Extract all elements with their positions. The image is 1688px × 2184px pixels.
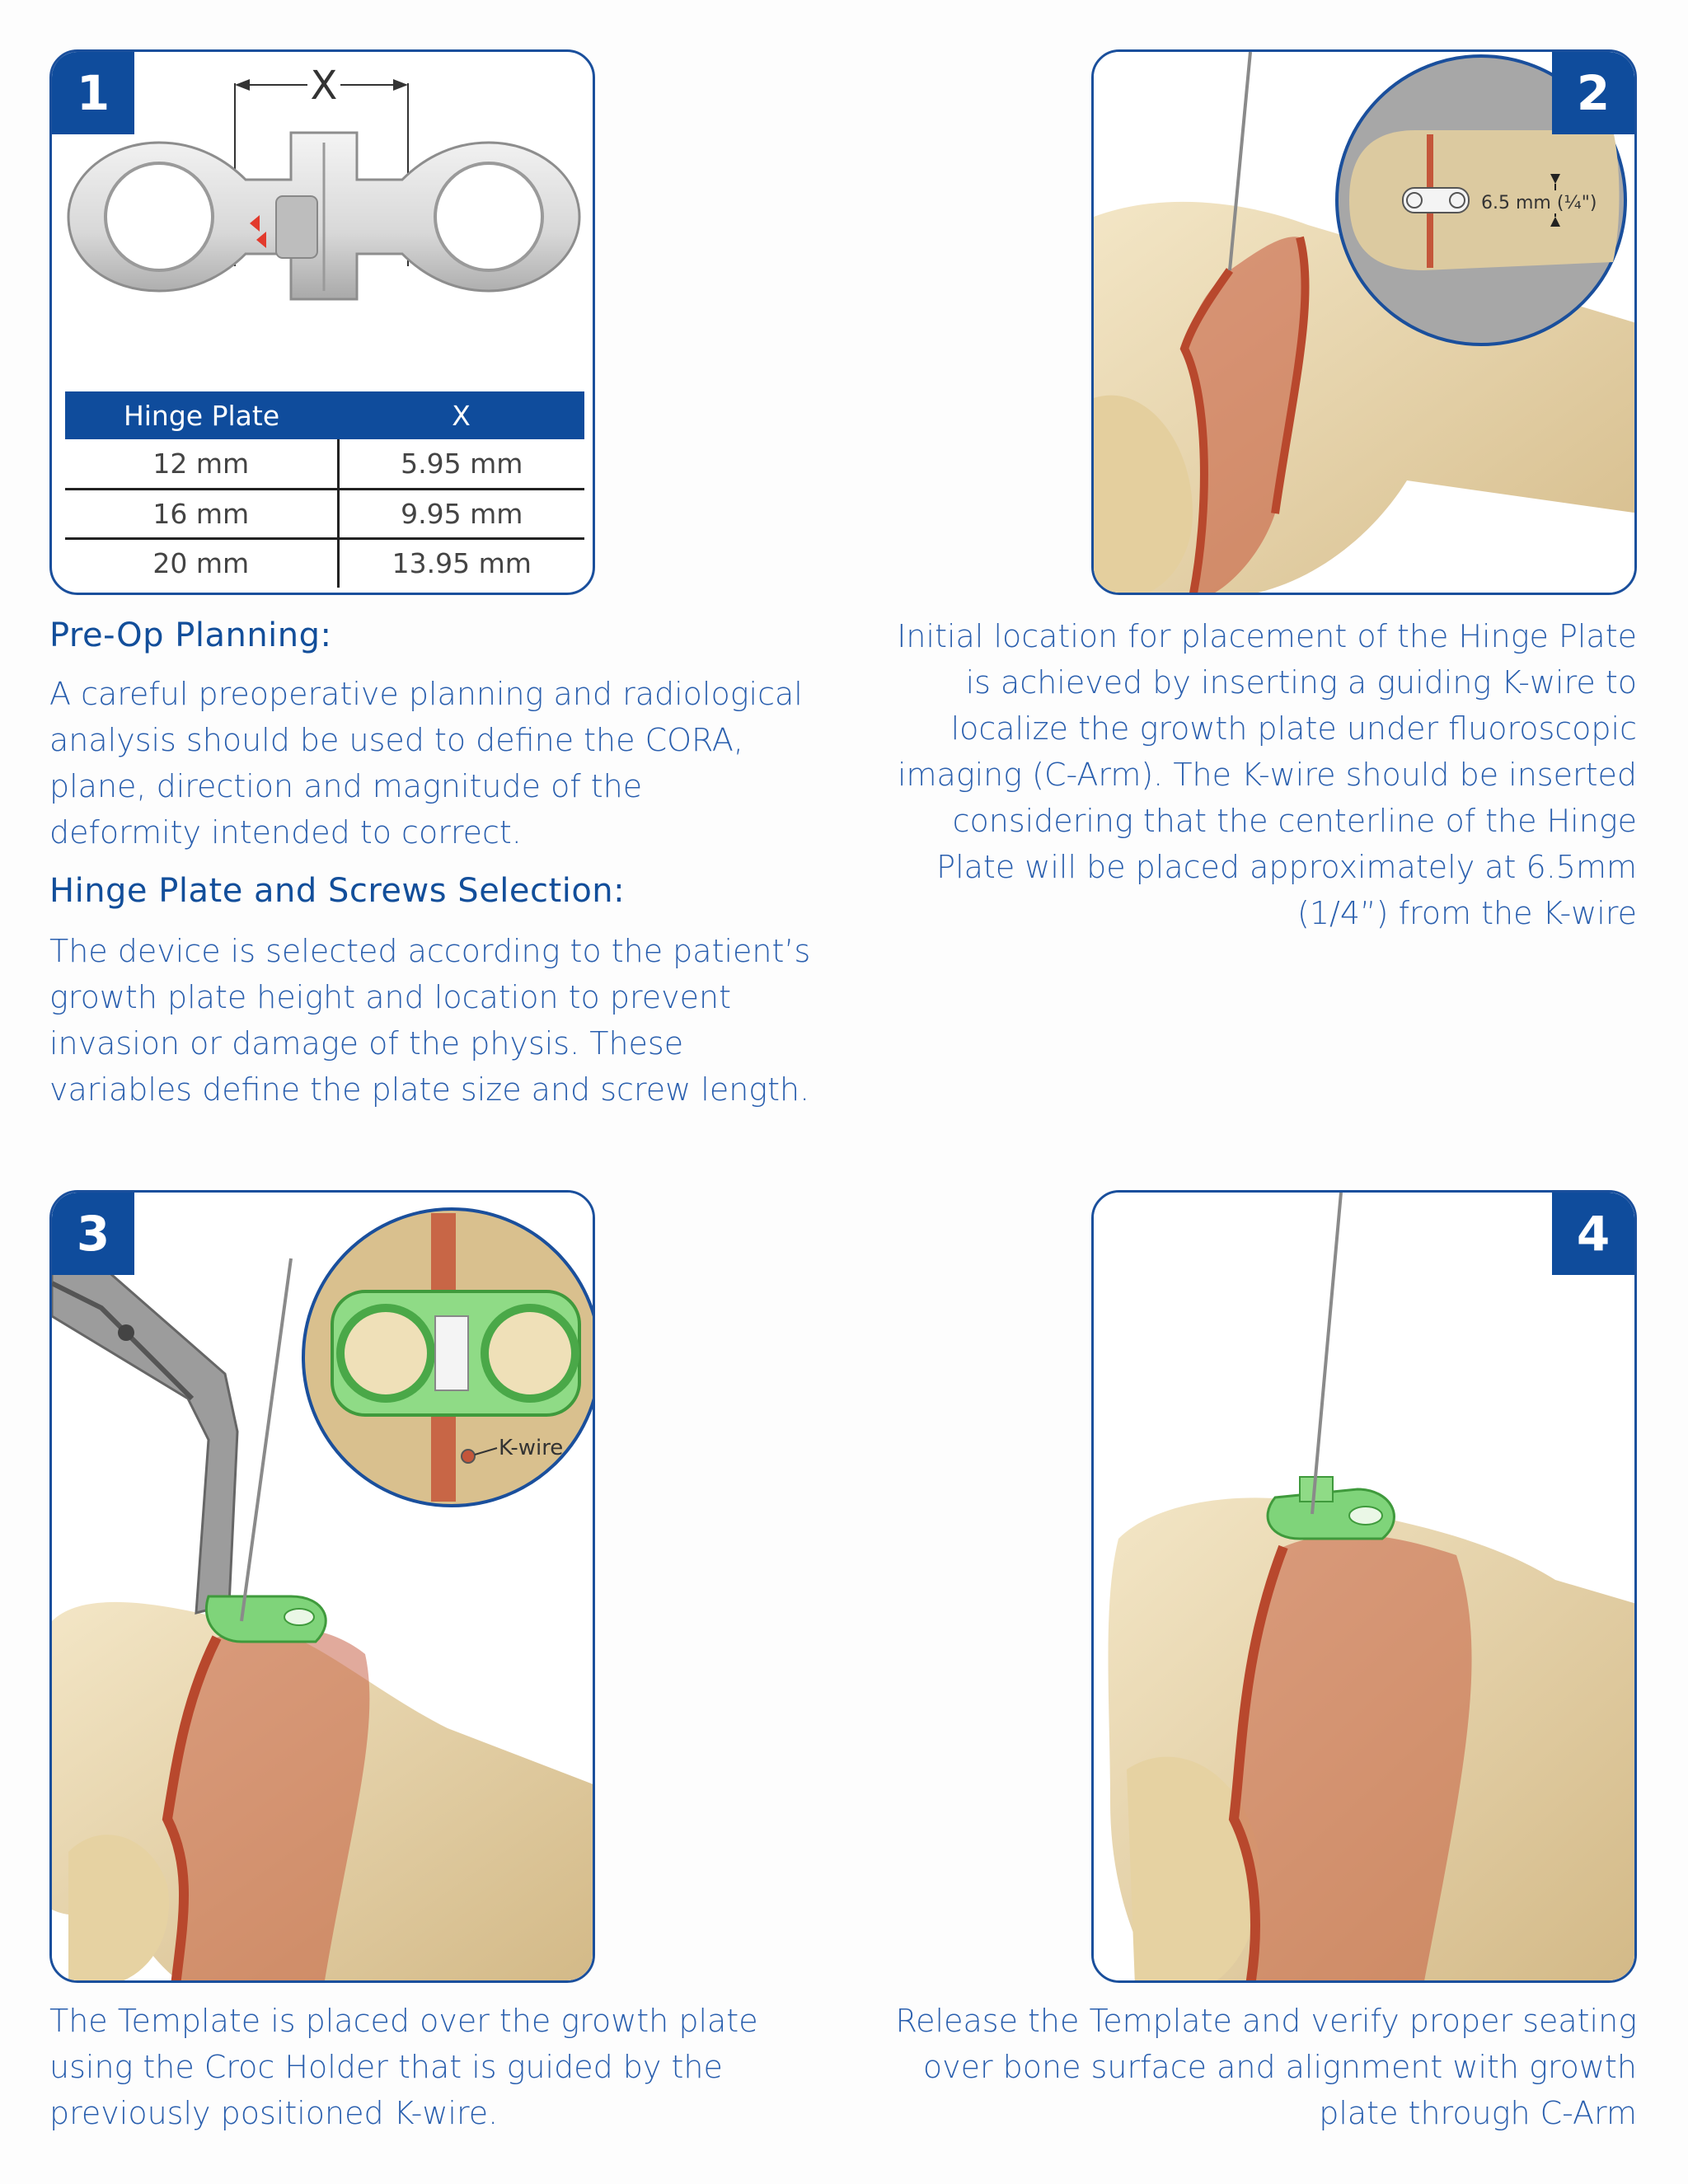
- text-line: (1/4”) from the K-wire: [1297, 895, 1637, 931]
- kwire-label: K-wire: [499, 1436, 564, 1460]
- text-line: analysis should be used to define the CORA,: [49, 722, 743, 758]
- text-line: is achieved by inserting a guiding K-wire to: [965, 664, 1637, 701]
- step-3-description: [49, 1998, 841, 2136]
- table-cell: 13.95 mm: [392, 547, 532, 580]
- table-header-hinge-plate: Hinge Plate: [65, 391, 338, 439]
- text-line: plate through C-Arm: [1319, 2095, 1637, 2131]
- table-header-x: X: [338, 391, 584, 439]
- step-3-panel: [49, 1190, 595, 1983]
- text-line: plane, direction and magnitude of the: [49, 768, 643, 804]
- hinge-plate-illustration: [52, 52, 595, 382]
- text-line: The Template is placed over the growth plate: [49, 2003, 758, 2039]
- table-row: [65, 538, 584, 588]
- text-line: growth plate height and location to prevent: [49, 979, 731, 1015]
- text-line: localize the growth plate under fluoroscopic: [950, 710, 1637, 747]
- step-1-panel: [49, 49, 595, 595]
- step-2-panel: [1091, 49, 1637, 595]
- table-cell: 5.95 mm: [338, 439, 584, 489]
- text-line: invasion or damage of the physis. These: [49, 1025, 684, 1062]
- text-line: Initial location for placement of the Hinge Plate: [897, 618, 1637, 654]
- table-row: [65, 489, 584, 538]
- step-1-badge: 1: [52, 52, 134, 134]
- selection-heading: Hinge Plate and Screws Selection:: [49, 872, 626, 910]
- step-4-badge: 4: [1552, 1193, 1634, 1275]
- text-line: imaging (C-Arm). The K-wire should be inserted: [897, 757, 1637, 793]
- step-4-panel: [1091, 1190, 1637, 1983]
- table-cell: 12 mm: [65, 439, 338, 489]
- preop-heading: Pre-Op Planning:: [49, 616, 332, 654]
- text-line: variables define the plate size and screw length.: [49, 1071, 810, 1108]
- text-line: considering that the centerline of the Hinge: [952, 803, 1637, 839]
- table-cell: 16 mm: [65, 489, 338, 538]
- step-4-description: [857, 1998, 1637, 2136]
- hinge-plate-table: [65, 391, 584, 588]
- template-verification-illustration: [1094, 1193, 1637, 1983]
- step-3-badge: 3: [52, 1193, 134, 1275]
- inset-dimension-label: 6.5 mm (¼"): [1481, 193, 1597, 213]
- text-line: Release the Template and verify proper seating: [895, 2003, 1637, 2039]
- table-row: [65, 439, 584, 489]
- preop-paragraph: [49, 671, 841, 855]
- step-2-description: [857, 613, 1637, 936]
- template-placement-illustration: [52, 1193, 595, 1983]
- text-line: deformity intended to correct.: [49, 814, 522, 851]
- text-line: Plate will be placed approximately at 6.5mm: [936, 849, 1637, 885]
- dimension-x-label: X: [310, 63, 338, 109]
- text-line: A careful preoperative planning and radiological: [49, 676, 803, 712]
- text-line: using the Croc Holder that is guided by the: [49, 2049, 723, 2085]
- table-cell: 20 mm: [65, 538, 338, 588]
- text-line: over bone surface and alignment with growth: [922, 2049, 1637, 2085]
- selection-paragraph: [49, 928, 841, 1113]
- text-line: The device is selected according to the patient’s: [49, 933, 811, 969]
- step-2-badge: 2: [1552, 52, 1634, 134]
- text-line: previously positioned K-wire.: [49, 2095, 499, 2131]
- table-cell: 9.95 mm: [338, 489, 584, 538]
